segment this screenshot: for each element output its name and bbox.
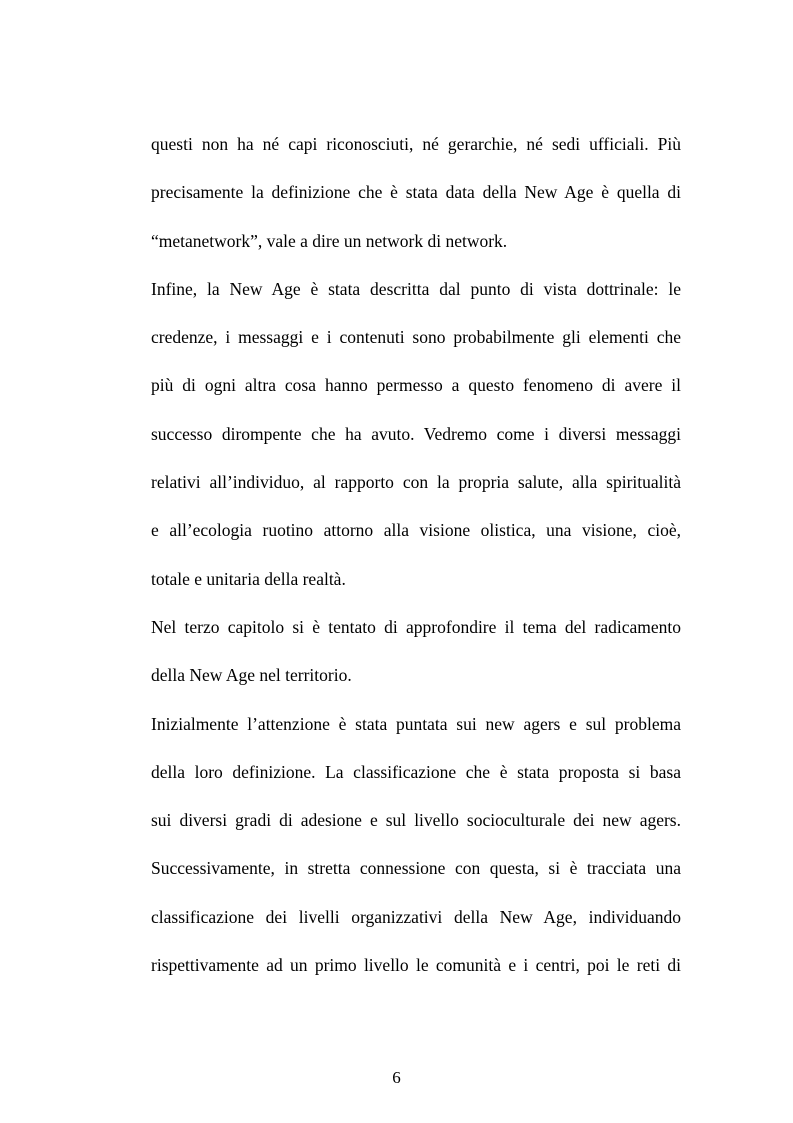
text-line: precisamente la definizione che è stata data della New Age è quella di — [151, 182, 681, 203]
text-line: totale e unitaria della realtà. — [151, 568, 346, 589]
text-line: Nel terzo capitolo si è tentato di approfondire il tema del radicamento — [151, 616, 681, 637]
text-line: credenze, i messaggi e i contenuti sono probabilmente gli elementi che — [151, 327, 681, 348]
text-line: più di ogni altra cosa hanno permesso a questo fenomeno di avere il — [151, 375, 681, 396]
text-line: relativi all’individuo, al rapporto con la propria salute, alla spiritualità — [151, 472, 681, 493]
text-line: della loro definizione. La classificazione che è stata proposta si basa — [151, 761, 681, 782]
text-line: Successivamente, in stretta connessione con questa, si è tracciata una — [151, 858, 681, 879]
text-line: della New Age nel territorio. — [151, 665, 352, 686]
text-line: rispettivamente ad un primo livello le comunità e i centri, poi le reti di — [151, 955, 681, 976]
page-number: 6 — [392, 1068, 401, 1087]
body-text — [151, 120, 681, 989]
text-line: “metanetwork”, vale a dire un network di network. — [151, 230, 508, 251]
text-line: questi non ha né capi riconosciuti, né gerarchie, né sedi ufficiali. Più — [151, 134, 681, 154]
text-line: sui diversi gradi di adesione e sul livello socioculturale dei new agers. — [151, 810, 681, 831]
text-line: Inizialmente l’attenzione è stata puntata sui new agers e sul problema — [151, 713, 681, 734]
text-line: Infine, la New Age è stata descritta dal punto di vista dottrinale: le — [151, 278, 681, 299]
text-line: classificazione dei livelli organizzativi della New Age, individuando — [151, 906, 681, 927]
text-line: e all’ecologia ruotino attorno alla visione olistica, una visione, cioè, — [151, 520, 681, 541]
text-line: successo dirompente che ha avuto. Vedremo come i diversi messaggi — [151, 423, 681, 444]
